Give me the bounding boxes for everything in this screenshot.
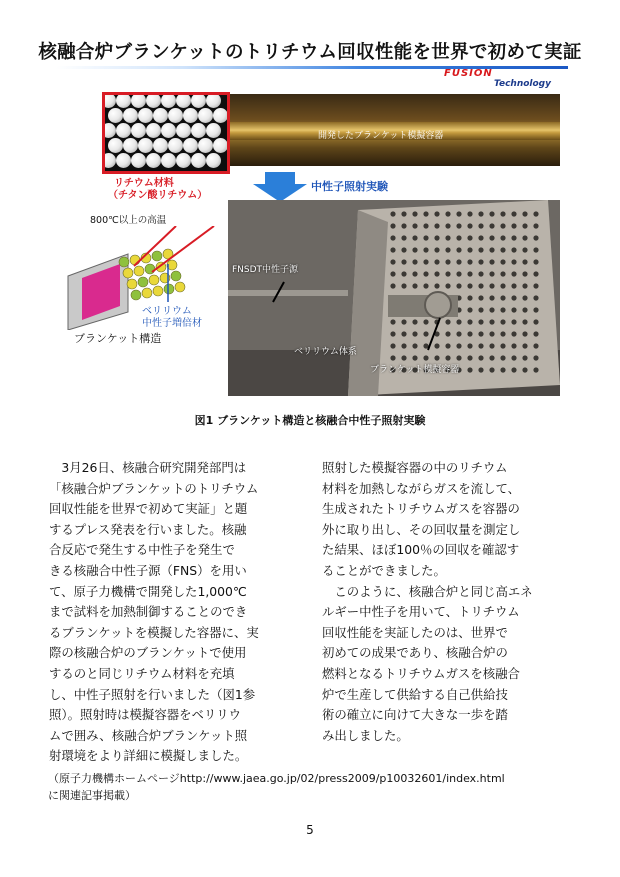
temperature-label: 800℃以上の高温 xyxy=(90,215,167,226)
wall-hole xyxy=(456,343,461,348)
wall-hole xyxy=(500,355,505,360)
text-line: み出しました。 xyxy=(322,727,409,743)
pellet xyxy=(123,138,138,153)
beryllium-label: ベリリウム xyxy=(142,306,192,317)
wall-hole xyxy=(511,259,516,264)
wall-hole xyxy=(478,307,483,312)
container-label: 開発したブランケット模擬容器 xyxy=(318,131,444,141)
wall-hole xyxy=(511,223,516,228)
wall-hole xyxy=(401,355,406,360)
pellet xyxy=(102,93,116,108)
wall-hole xyxy=(456,319,461,324)
wall-hole xyxy=(445,259,450,264)
pellet-label-line2: （チタン酸リチウム） xyxy=(108,190,208,201)
wall-hole xyxy=(511,295,516,300)
wall-hole xyxy=(489,247,494,252)
wall-hole xyxy=(445,319,450,324)
figure-caption: 図1 ブランケット構造と核融合中性子照射実験 xyxy=(194,414,426,427)
pellet xyxy=(198,138,213,153)
wall-hole xyxy=(467,343,472,348)
pellet xyxy=(206,93,221,108)
pellet xyxy=(161,153,176,168)
pellet xyxy=(153,138,168,153)
wall-hole xyxy=(445,283,450,288)
wall-hole xyxy=(390,283,395,288)
text-line: するプレス発表を行いました。核融 xyxy=(49,521,247,537)
wall-hole xyxy=(434,343,439,348)
wall-hole xyxy=(522,307,527,312)
text-line: 外に取り出し、その回収量を測定し xyxy=(322,521,521,537)
pellet xyxy=(168,108,183,123)
wall-hole xyxy=(467,367,472,372)
wall-hole xyxy=(434,283,439,288)
pellet xyxy=(191,93,206,108)
text-line: ることができました。 xyxy=(322,562,446,578)
material-sphere xyxy=(164,284,174,294)
wall-hole xyxy=(533,259,538,264)
wall-hole xyxy=(423,319,428,324)
pellet xyxy=(191,153,206,168)
wall-hole xyxy=(434,355,439,360)
text-line: し、中性子照射を行いました（図1参 xyxy=(49,686,256,702)
pellet xyxy=(102,153,116,168)
pellet xyxy=(116,123,131,138)
pellet xyxy=(161,93,176,108)
pellet xyxy=(168,138,183,153)
wall-hole xyxy=(412,259,417,264)
wall-hole xyxy=(500,235,505,240)
wall-hole xyxy=(390,343,395,348)
wall-hole xyxy=(434,271,439,276)
text-line: 回収性能を実証したのは、世界で xyxy=(322,624,508,640)
wall-hole xyxy=(423,223,428,228)
wall-hole xyxy=(511,211,516,216)
wall-hole xyxy=(522,343,527,348)
wall-hole xyxy=(412,343,417,348)
wall-hole xyxy=(478,259,483,264)
wall-hole xyxy=(500,319,505,324)
wall-hole xyxy=(522,223,527,228)
text-line: するのと同じリチウム材料を充填 xyxy=(49,665,235,681)
wall-hole xyxy=(511,355,516,360)
wall-hole xyxy=(467,235,472,240)
page-number: 5 xyxy=(306,823,314,837)
wall-hole xyxy=(423,271,428,276)
wall-hole xyxy=(533,331,538,336)
wall-hole xyxy=(445,235,450,240)
wall-hole xyxy=(522,259,527,264)
wall-hole xyxy=(478,235,483,240)
text-line: 初めての成果であり、核融合炉の xyxy=(322,645,508,661)
pellet xyxy=(146,93,161,108)
material-sphere xyxy=(175,282,185,292)
wall-hole xyxy=(533,307,538,312)
wall-hole xyxy=(390,235,395,240)
wall-hole xyxy=(390,247,395,252)
wall-hole xyxy=(489,319,494,324)
pellet xyxy=(123,108,138,123)
wall-hole xyxy=(533,283,538,288)
wall-hole xyxy=(478,355,483,360)
pellet xyxy=(183,138,198,153)
wall-hole xyxy=(489,343,494,348)
pellet xyxy=(153,108,168,123)
pellet xyxy=(176,123,191,138)
wall-hole xyxy=(533,343,538,348)
wall-hole xyxy=(478,331,483,336)
wall-hole xyxy=(489,283,494,288)
wall-hole xyxy=(500,271,505,276)
wall-hole xyxy=(478,283,483,288)
text-line: 「核融合炉ブランケットのトリチウム xyxy=(49,480,259,496)
wall-hole xyxy=(500,307,505,312)
pellet xyxy=(138,108,153,123)
wall-hole xyxy=(434,211,439,216)
wall-hole xyxy=(445,343,450,348)
wall-hole xyxy=(412,319,417,324)
pellet xyxy=(146,123,161,138)
brand-technology: Technology xyxy=(494,79,551,89)
wall-hole xyxy=(456,271,461,276)
source-line-2: に関連記事掲載） xyxy=(48,789,136,802)
wall-hole xyxy=(478,343,483,348)
wall-hole xyxy=(489,331,494,336)
text-line: ルギー中性子を用いて、トリチウム xyxy=(322,604,520,620)
wall-hole xyxy=(489,259,494,264)
wall-hole xyxy=(522,331,527,336)
wall-hole xyxy=(456,259,461,264)
wall-hole xyxy=(467,295,472,300)
wall-hole xyxy=(401,271,406,276)
pellet xyxy=(131,93,146,108)
wall-hole xyxy=(511,331,516,336)
wall-hole xyxy=(423,331,428,336)
wall-hole xyxy=(478,271,483,276)
wall-hole xyxy=(445,211,450,216)
beryllium-system-label: ベリリウム体系 xyxy=(294,347,357,357)
wall-hole xyxy=(445,355,450,360)
wall-hole xyxy=(423,283,428,288)
text-line: 射環境をより詳細に模擬しました。 xyxy=(49,748,248,764)
wall-hole xyxy=(500,283,505,288)
text-line: 材料を加熱しながらガスを流して、 xyxy=(322,480,521,496)
wall-hole xyxy=(467,355,472,360)
wall-hole xyxy=(390,319,395,324)
pellet xyxy=(102,123,116,138)
wall-hole xyxy=(511,367,516,372)
material-sphere xyxy=(153,286,163,296)
wall-hole xyxy=(489,295,494,300)
wall-hole xyxy=(522,295,527,300)
wall-hole xyxy=(401,319,406,324)
wall-hole xyxy=(500,343,505,348)
text-line: このように、核融合炉と同じ高エネ xyxy=(322,583,533,599)
material-sphere xyxy=(123,268,133,278)
blanket-structure-label: ブランケット構造 xyxy=(74,332,162,345)
container-mock-label: ブランケット模擬容器 xyxy=(370,365,460,375)
wall-hole xyxy=(522,319,527,324)
source-line-1: （原子力機構ホームページhttp://www.jaea.go.jp/02/press2009/p10032601/index.html xyxy=(48,772,505,785)
wall-hole xyxy=(434,247,439,252)
body-left-column xyxy=(49,458,259,767)
text-line: 3月26日、核融合研究開発部門は xyxy=(49,460,247,475)
pellet xyxy=(116,153,131,168)
wall-hole xyxy=(500,367,505,372)
pellet xyxy=(206,153,221,168)
pellet xyxy=(138,138,153,153)
text-line: るブランケットを模擬した容器に、実 xyxy=(49,624,259,640)
wall-hole xyxy=(445,331,450,336)
wall-hole xyxy=(467,319,472,324)
multiplier-label: 中性子増倍材 xyxy=(142,318,202,329)
pellet xyxy=(108,138,123,153)
wall-hole xyxy=(412,223,417,228)
irradiation-photo xyxy=(228,200,560,396)
text-line: 照射した模擬容器の中のリチウム xyxy=(322,460,508,475)
wall-hole xyxy=(489,235,494,240)
wall-hole xyxy=(500,331,505,336)
wall-hole xyxy=(401,247,406,252)
wall-hole xyxy=(445,271,450,276)
wall-hole xyxy=(522,211,527,216)
wall-hole xyxy=(478,223,483,228)
wall-hole xyxy=(500,259,505,264)
wall-hole xyxy=(390,355,395,360)
wall-hole xyxy=(390,223,395,228)
material-sphere xyxy=(149,275,159,285)
wall-hole xyxy=(456,283,461,288)
wall-hole xyxy=(511,283,516,288)
wall-hole xyxy=(533,319,538,324)
wall-hole xyxy=(489,355,494,360)
wall-hole xyxy=(533,271,538,276)
wall-hole xyxy=(489,211,494,216)
wall-hole xyxy=(467,211,472,216)
wall-hole xyxy=(522,235,527,240)
wall-hole xyxy=(489,307,494,312)
wall-hole xyxy=(467,307,472,312)
pellet xyxy=(176,153,191,168)
wall-hole xyxy=(412,211,417,216)
wall-hole xyxy=(533,367,538,372)
material-sphere xyxy=(131,290,141,300)
wall-hole xyxy=(467,259,472,264)
wall-hole xyxy=(423,211,428,216)
wall-hole xyxy=(401,283,406,288)
wall-hole xyxy=(467,271,472,276)
wall-hole xyxy=(511,247,516,252)
text-line: ムで囲み、核融合炉ブランケット照 xyxy=(49,727,248,743)
pellet xyxy=(206,123,221,138)
wall-hole xyxy=(533,235,538,240)
wall-hole xyxy=(412,247,417,252)
wall-hole xyxy=(412,271,417,276)
pellet xyxy=(146,153,161,168)
wall-hole xyxy=(412,355,417,360)
wall-hole xyxy=(434,223,439,228)
wall-hole xyxy=(412,235,417,240)
material-sphere xyxy=(127,279,137,289)
material-sphere xyxy=(130,255,140,265)
wall-hole xyxy=(478,247,483,252)
wall-hole xyxy=(511,271,516,276)
material-sphere xyxy=(138,277,148,287)
wall-hole xyxy=(489,271,494,276)
wall-hole xyxy=(412,283,417,288)
wall-hole xyxy=(412,331,417,336)
down-arrow-icon xyxy=(253,172,307,202)
wall-hole xyxy=(456,331,461,336)
pellet xyxy=(213,108,228,123)
text-line: 回収性能を世界で初めて実証」と題 xyxy=(49,501,248,517)
wall-hole xyxy=(533,295,538,300)
material-sphere xyxy=(134,266,144,276)
wall-hole xyxy=(522,355,527,360)
body-right-column xyxy=(322,458,533,746)
wall-hole xyxy=(390,271,395,276)
wall-hole xyxy=(511,319,516,324)
experiment-label: 中性子照射実験 xyxy=(311,180,388,193)
material-sphere xyxy=(152,251,162,261)
wall-hole xyxy=(500,211,505,216)
pellet xyxy=(131,153,146,168)
wall-hole xyxy=(423,247,428,252)
wall-hole xyxy=(445,247,450,252)
wall-hole xyxy=(456,235,461,240)
pellet xyxy=(161,123,176,138)
wall-hole xyxy=(489,367,494,372)
wall-hole xyxy=(511,307,516,312)
wall-hole xyxy=(522,271,527,276)
text-line: 照）。照射時は模擬容器をベリリウ xyxy=(49,707,242,723)
wall-hole xyxy=(434,235,439,240)
fnsdt-label: FNSDT中性子源 xyxy=(232,265,299,275)
wall-hole xyxy=(423,259,428,264)
wall-hole xyxy=(456,211,461,216)
wall-hole xyxy=(390,211,395,216)
pellet xyxy=(131,123,146,138)
pellet xyxy=(116,93,131,108)
wall-hole xyxy=(533,223,538,228)
wall-hole xyxy=(511,235,516,240)
wall-hole xyxy=(423,235,428,240)
wall-hole xyxy=(401,343,406,348)
wall-hole xyxy=(500,247,505,252)
wall-hole xyxy=(456,355,461,360)
lithium-pellets-photo xyxy=(102,92,230,174)
text-line: 際の核融合炉のブランケットで使用 xyxy=(49,645,247,661)
wall-hole xyxy=(467,331,472,336)
wall-hole xyxy=(456,223,461,228)
material-sphere xyxy=(171,271,181,281)
wall-hole xyxy=(467,283,472,288)
pellet xyxy=(198,108,213,123)
pellet xyxy=(183,108,198,123)
wall-hole xyxy=(522,283,527,288)
wall-hole xyxy=(401,235,406,240)
wall-hole xyxy=(423,355,428,360)
text-line: 術の確立に向けて大きな一歩を踏 xyxy=(322,707,508,723)
material-sphere xyxy=(145,264,155,274)
source-note xyxy=(48,770,505,804)
article-title: 核融合炉ブランケットのトリチウム回収性能を世界で初めて実証 xyxy=(38,42,582,63)
text-line: 炉で生産して供給する自己供給技 xyxy=(322,686,508,702)
wall-hole xyxy=(478,319,483,324)
brand-fusion: FUSION xyxy=(444,68,493,79)
wall-hole xyxy=(467,247,472,252)
wall-hole xyxy=(533,355,538,360)
text-line: まで試料を加熱制御することのでき xyxy=(49,604,248,620)
wall-hole xyxy=(500,295,505,300)
wall-hole xyxy=(401,259,406,264)
pellet xyxy=(176,93,191,108)
text-line: 燃料となるトリチウムガスを核融合 xyxy=(322,665,520,681)
wall-hole xyxy=(456,247,461,252)
wall-hole xyxy=(478,295,483,300)
wall-hole xyxy=(390,259,395,264)
wall-hole xyxy=(522,247,527,252)
wall-hole xyxy=(500,223,505,228)
material-sphere xyxy=(142,288,152,298)
wall-hole xyxy=(401,211,406,216)
material-sphere xyxy=(119,257,129,267)
wall-hole xyxy=(533,211,538,216)
wall-hole xyxy=(533,247,538,252)
pellet xyxy=(108,108,123,123)
wall-hole xyxy=(390,331,395,336)
pellet xyxy=(213,138,228,153)
text-line: て、原子力機構で開発した1,000℃ xyxy=(49,583,247,599)
wall-hole xyxy=(478,367,483,372)
container-photo xyxy=(220,94,560,166)
wall-hole xyxy=(489,223,494,228)
pellet-label-line1: リチウム材料 xyxy=(114,178,174,189)
text-line: 合反応で発生する中性子を発生で xyxy=(49,542,235,558)
wall-hole xyxy=(478,211,483,216)
text-line: きる核融合中性子源（FNS）を用い xyxy=(49,562,247,578)
text-line: た結果、ほぼ100％の回収を確認す xyxy=(322,542,520,558)
wall-hole xyxy=(401,331,406,336)
wall-hole xyxy=(445,223,450,228)
wall-hole xyxy=(467,223,472,228)
wall-hole xyxy=(522,367,527,372)
text-line: 生成されたトリチウムガスを容器の xyxy=(322,501,520,517)
wall-hole xyxy=(434,259,439,264)
wall-hole xyxy=(511,343,516,348)
pellet xyxy=(191,123,206,138)
wall-hole xyxy=(401,223,406,228)
